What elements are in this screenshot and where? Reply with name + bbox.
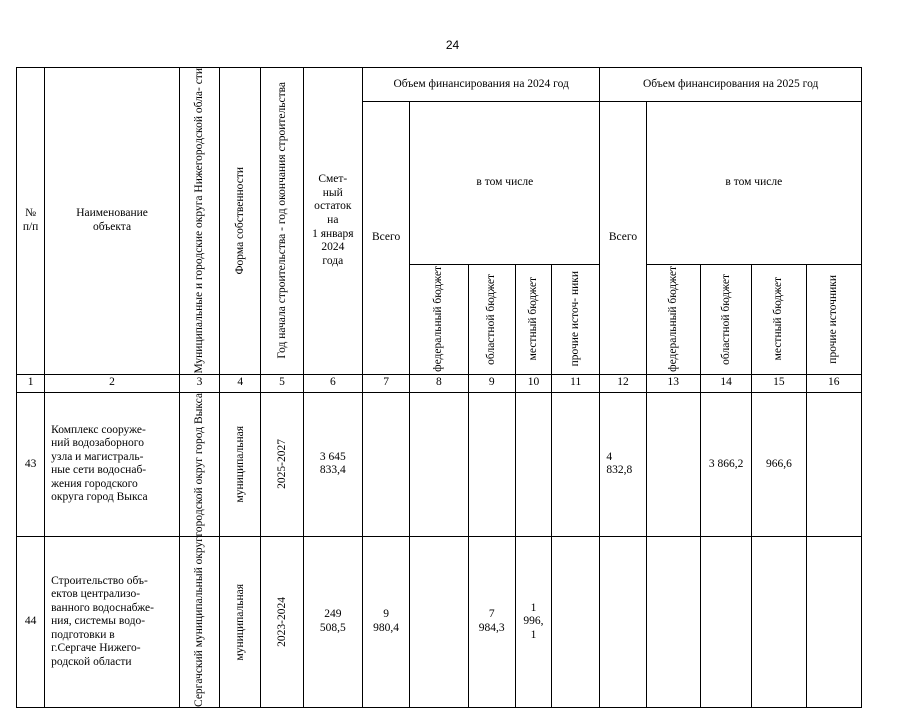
local-2024: [515, 392, 551, 537]
header-name: Наименование объекта: [45, 68, 180, 375]
header-ownership: Форма собственности: [220, 68, 261, 375]
column-number: 8: [410, 374, 468, 392]
years: 2025-2027: [261, 392, 303, 537]
federal-2024: [410, 392, 468, 537]
column-number: 2: [45, 374, 180, 392]
header-other-2025: прочие источники: [806, 264, 861, 374]
row-num: 44: [17, 537, 45, 708]
column-number: 15: [752, 374, 806, 392]
table-row: [17, 392, 862, 537]
ownership: муниципальная: [220, 537, 261, 708]
object-name: Строительство объ- ектов централизо- ванного водоснабже- ния, системы водо- подготовки в г.Сергаче Нижего- родской области: [45, 537, 180, 708]
header-local-2025: местный бюджет: [752, 264, 806, 374]
header-local-2024: местный бюджет: [515, 264, 551, 374]
header-regional-2024: областной бюджет: [468, 264, 515, 374]
header-including-2024: в том числе: [410, 102, 600, 265]
financing-table: [16, 67, 862, 708]
table-row: [17, 537, 862, 708]
header-total-2024: Всего: [362, 102, 409, 375]
other-2024: [552, 537, 600, 708]
regional-2024: [468, 392, 515, 537]
header-regional-2025: областной бюджет: [700, 264, 751, 374]
local-2024: 1 996, 1: [515, 537, 551, 708]
municipality: Сергачский муниципальный округ: [179, 537, 219, 708]
other-2024: [552, 392, 600, 537]
column-number: 7: [362, 374, 409, 392]
column-number: 12: [600, 374, 646, 392]
regional-2025: 3 866,2: [700, 392, 751, 537]
other-2025: [806, 392, 861, 537]
column-number: 13: [646, 374, 700, 392]
column-number: 16: [806, 374, 861, 392]
column-number: 1: [17, 374, 45, 392]
total-2024: [362, 392, 409, 537]
federal-2025: [646, 537, 700, 708]
header-fin-2024: Объем финансирования на 2024 год: [362, 68, 599, 102]
column-number: 14: [700, 374, 751, 392]
estimate: 249 508,5: [303, 537, 362, 708]
column-numbers-row: [17, 374, 862, 392]
header-other-2024: прочие источ- ники: [552, 264, 600, 374]
page-number: 24: [445, 38, 460, 52]
municipality: городской округ город Выкса: [179, 392, 219, 537]
ownership: муниципальная: [220, 392, 261, 537]
column-number: 4: [220, 374, 261, 392]
object-name: Комплекс сооруже- ний водозаборного узла и магистраль- ные сети водоснаб- жения городского округа город Выкса: [45, 392, 180, 537]
local-2025: [752, 537, 806, 708]
header-years: Год начала строительства - год окончания строительства: [261, 68, 303, 375]
other-2025: [806, 537, 861, 708]
total-2025: [600, 537, 646, 708]
header-including-2025: в том числе: [646, 102, 861, 265]
federal-2024: [410, 537, 468, 708]
column-number: 5: [261, 374, 303, 392]
column-number: 10: [515, 374, 551, 392]
federal-2025: [646, 392, 700, 537]
header-total-2025: Всего: [600, 102, 646, 375]
header-fin-2025: Объем финансирования на 2025 год: [600, 68, 862, 102]
row-num: 43: [17, 392, 45, 537]
header-municipality: Муниципальные и городские округа Нижегородской обла- сти: [179, 68, 219, 375]
regional-2025: [700, 537, 751, 708]
column-number: 11: [552, 374, 600, 392]
regional-2024: 7 984,3: [468, 537, 515, 708]
total-2024: 9 980,4: [362, 537, 409, 708]
column-number: 3: [179, 374, 219, 392]
years: 2023-2024: [261, 537, 303, 708]
header-estimate: Смет- ный остаток на 1 января 2024 года: [303, 68, 362, 375]
estimate: 3 645 833,4: [303, 392, 362, 537]
column-number: 9: [468, 374, 515, 392]
header-num: № п/п: [17, 68, 45, 375]
column-number: 6: [303, 374, 362, 392]
header-federal-2025: федеральный бюджет: [646, 264, 700, 374]
header-federal-2024: федеральный бюджет: [410, 264, 468, 374]
local-2025: 966,6: [752, 392, 806, 537]
total-2025: 4 832,8: [600, 392, 646, 537]
